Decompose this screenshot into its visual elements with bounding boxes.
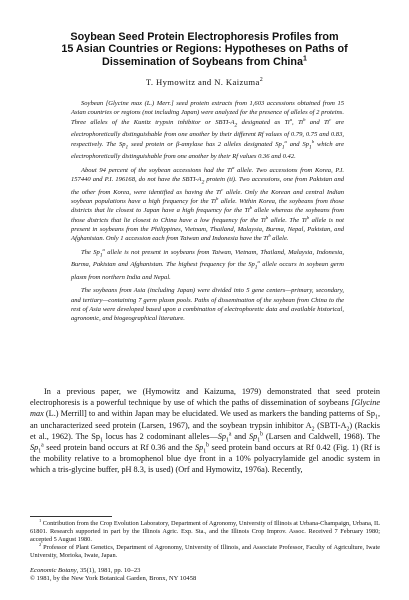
title-line-2: 15 Asian Countries or Regions: Hypotheses on Paths of: [61, 43, 348, 56]
footnotes: [30, 517, 380, 560]
abstract-paragraph-4: The soybeans from Asia (including Japan) were divided into 5 gene centers—primary, secondary, and tertiary—containing 7 germ plasm pools. Paths of dissemination of the soybean from China to the rest of Asia were developed based upon a combination of electrophoretic data and available historical, agronomic, and biogeographical literature.: [71, 287, 344, 323]
copyright-line: © 1981, by the New York Botanical Garden, Bronx, NY 10458: [30, 575, 197, 583]
footnote-1: $^1$ Contribution from the Crop Evolution Laboratory, Department of Agronomy, University of Illinois at Urbana-Champaign, Urbana, IL 61801. Research supported in part by the Illinois Agric. Exp. Sta., and the Illinois Crop Improv. Assoc. Received 7 February 1980; accepted 5 August 1980.: [30, 517, 380, 544]
journal-name: Economic Botany: [30, 567, 77, 574]
body-text: [30, 386, 380, 476]
article-title: [20, 31, 389, 68]
author-line: [20, 77, 389, 87]
journal-line: [30, 567, 380, 575]
title-line-3: Dissemination of Soybeans from China: [102, 55, 304, 68]
abstract-paragraph-3: The $Sp_1^a$ allele is not present in soybeans from Taiwan, Vietnam, Thailand, Malaysia, Indonesia, Burma, Pakistan and Afghanistan. The highest frequency for the $Sp_1^a$ allele occurs in soybean germ plasm from northern India and Nepal.: [71, 246, 344, 281]
journal-citation: [30, 567, 380, 584]
abstract: [71, 99, 344, 328]
footnote-2: $^2$ Professor of Plant Genetics, Department of Agronomy, University of Illinois, and Associate Professor, Faculty of Agriculture, Iwate University, Morioka, Iwate, Japan.: [30, 542, 380, 560]
abstract-paragraph-1: Soybean [Glycine max (L.) Merr.] seed protein extracts from 1,603 accessions obtained from 15 Asian countries or regions (not including Japan) were analyzed for the presence of alleles of 2 proteins. Three alleles of the Kunitz trypsin inhibitor or SBTI-$A_2$ designated as Ti$^a$, Ti$^b$ and Ti$^c$ are electrophoretically distinguishable from one another by their different Rf values of 0.79, 0.75 and 0.83, respectively. The $Sp_1$ seed protein or β-amylase has 2 alleles designated $Sp_1^a$ and $Sp_1^b$ which are electrophoretically distinguishable from one another by their Rf values 0.36 and 0.42.: [71, 100, 345, 161]
title-footnote-mark: 1: [303, 55, 307, 63]
footnote-rule: [30, 516, 112, 517]
abstract-paragraph-2: About 94 percent of the soybean accessions had the Ti$^a$ allele. Two accessions from Korea, P.I. 157440 and P.I. 196168, do not have the SBTI-$A_2$ protein (ti). Two accessions, one from Pakistan and the other from Korea, were identified as having the Ti$^c$ allele. Only the Korean and central Indian soybean populations have a high frequency for the Ti$^b$ allele. Within Korea, the soybeans from those districts that lie closest to Japan have a high frequency for the Ti$^b$ allele whereas the soybeans from those districts that lie closest to China have a low frequency for the Ti$^b$ allele. The Ti$^b$ allele is not present in soybeans from the Philippines, Vietnam, Thailand, Malaysia, Burma, Nepal, Pakistan, and Afghanistan. Only 1 accession each from Taiwan and Indonesia have the Ti$^b$ allele.: [71, 164, 344, 243]
journal-details: , 35(1), 1981, pp. 10–23: [76, 567, 141, 574]
body-paragraph-1: In a previous paper, we (Hymowitz and Kaizuma, 1979) demonstrated that seed protein electrophoresis is a powerful technique by use of which the paths of dissemination of soybeans [Glycine max (L.) Merrill] to and within Japan may be elucidated. We used as markers the banding patterns of $Sp_1$, an uncharacterized seed protein (Larsen, 1967), and the soybean trypsin inhibitor $A_2$ $(SBTI-A_2)$ (Rackis et al., 1962). The $Sp_1$ locus has 2 codominant $alleles—Sp_1^a$ and $Sp_1^b$ (Larsen and Caldwell, 1968). The $Sp_1^a$ seed protein band occurs at Rf 0.36 and the $Sp_1^b$ seed protein band occurs at Rf 0.42 (Fig. 1) (Rf is the mobility relative to a bromophenol blue dye front in a 10% polyacrylamide gel anodic system in which a tris-glycine buffer, pH 8.3, is used) (Orf and Hymowitz, 1976a). Recently,: [30, 387, 380, 475]
author-hymowitz: T. Hymowitz: [145, 77, 196, 87]
author-conjunction: and: [198, 77, 212, 87]
title-line-1: Soybean Seed Protein Electrophoresis Profiles from: [70, 31, 339, 43]
author-footnote-mark: 2: [259, 77, 264, 84]
author-kaizuma: N. Kaizuma: [214, 77, 260, 87]
